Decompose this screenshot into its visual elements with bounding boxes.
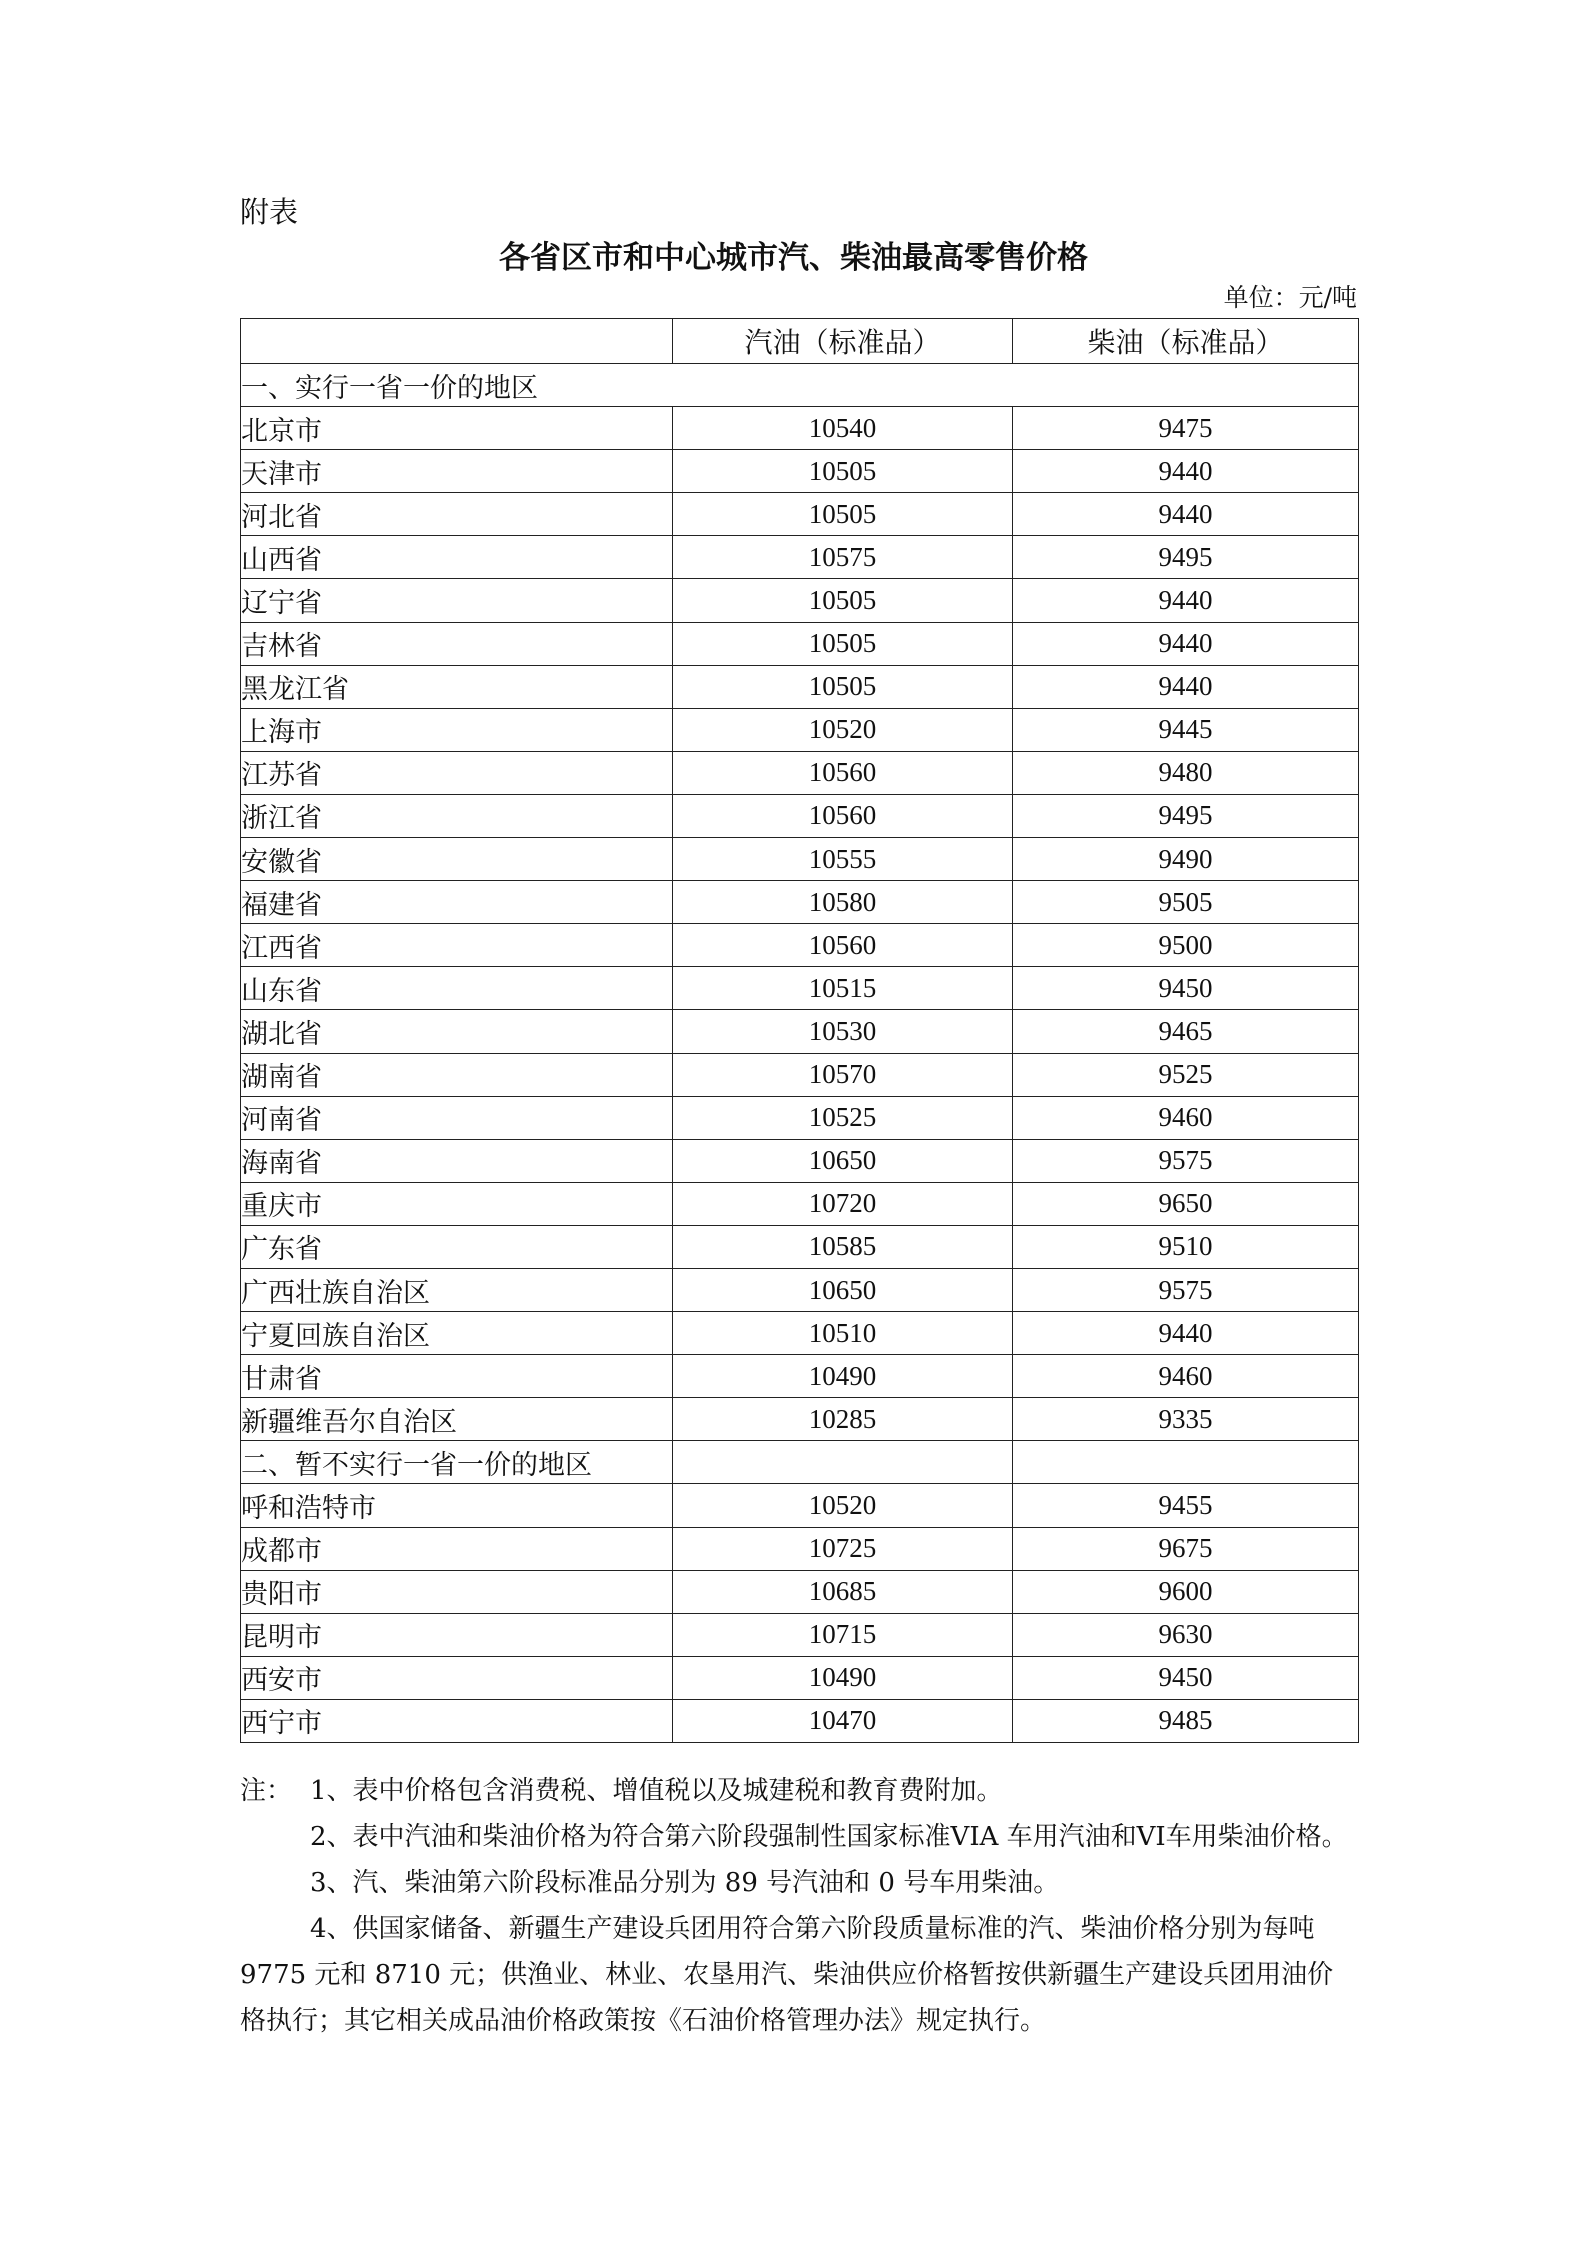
table-row xyxy=(241,924,1359,967)
gasoline-cell: 10525 xyxy=(673,1096,1013,1139)
region-cell: 安徽省 xyxy=(241,838,673,881)
table-row xyxy=(241,1355,1359,1398)
note-2: 2、表中汽油和柴油价格为符合第六阶段强制性国家标准VIA 车用汽油和VI车用柴油价格。 xyxy=(310,1822,1348,1852)
diesel-cell: 9455 xyxy=(1013,1484,1359,1527)
region-cell: 呼和浩特市 xyxy=(241,1484,673,1527)
header-diesel: 柴油（标准品） xyxy=(1013,319,1359,364)
diesel-cell: 9525 xyxy=(1013,1053,1359,1096)
table-body xyxy=(241,364,1359,1743)
gasoline-cell: 10725 xyxy=(673,1527,1013,1570)
region-cell: 浙江省 xyxy=(241,794,673,837)
gasoline-cell: 10650 xyxy=(673,1268,1013,1311)
gasoline-cell: 10505 xyxy=(673,622,1013,665)
gasoline-cell: 10520 xyxy=(673,1484,1013,1527)
price-table xyxy=(240,318,1359,1743)
table-row xyxy=(241,493,1359,536)
gasoline-cell: 10505 xyxy=(673,665,1013,708)
diesel-cell: 9440 xyxy=(1013,665,1359,708)
diesel-cell: 9440 xyxy=(1013,1312,1359,1355)
header-region xyxy=(241,319,673,364)
table-row xyxy=(241,1484,1359,1527)
gasoline-cell: 10650 xyxy=(673,1139,1013,1182)
table-row xyxy=(241,536,1359,579)
gasoline-cell: 10520 xyxy=(673,708,1013,751)
table-row xyxy=(241,622,1359,665)
notes-label: 注： xyxy=(240,1776,293,1806)
section-row xyxy=(241,1441,1359,1484)
diesel-cell: 9440 xyxy=(1013,622,1359,665)
diesel-cell: 9495 xyxy=(1013,794,1359,837)
table-row xyxy=(241,665,1359,708)
diesel-cell: 9490 xyxy=(1013,838,1359,881)
region-cell: 新疆维吾尔自治区 xyxy=(241,1398,673,1441)
gasoline-cell: 10580 xyxy=(673,881,1013,924)
table-row xyxy=(241,1096,1359,1139)
region-cell: 贵阳市 xyxy=(241,1570,673,1613)
gasoline-cell: 10505 xyxy=(673,493,1013,536)
diesel-cell: 9500 xyxy=(1013,924,1359,967)
diesel-cell: 9495 xyxy=(1013,536,1359,579)
table-row xyxy=(241,1139,1359,1182)
diesel-cell: 9505 xyxy=(1013,881,1359,924)
diesel-cell: 9450 xyxy=(1013,967,1359,1010)
diesel-cell: 9460 xyxy=(1013,1096,1359,1139)
region-cell: 湖南省 xyxy=(241,1053,673,1096)
region-cell: 福建省 xyxy=(241,881,673,924)
empty-cell xyxy=(1013,1441,1359,1484)
region-cell: 甘肃省 xyxy=(241,1355,673,1398)
table-row xyxy=(241,881,1359,924)
region-cell: 昆明市 xyxy=(241,1613,673,1656)
diesel-cell: 9450 xyxy=(1013,1656,1359,1699)
unit-label: 单位：元/吨 xyxy=(1223,283,1357,312)
region-cell: 广西壮族自治区 xyxy=(241,1268,673,1311)
region-cell: 辽宁省 xyxy=(241,579,673,622)
region-cell: 吉林省 xyxy=(241,622,673,665)
region-cell: 江苏省 xyxy=(241,751,673,794)
empty-cell xyxy=(673,1441,1013,1484)
diesel-cell: 9575 xyxy=(1013,1139,1359,1182)
gasoline-cell: 10470 xyxy=(673,1699,1013,1742)
diesel-cell: 9630 xyxy=(1013,1613,1359,1656)
region-cell: 河北省 xyxy=(241,493,673,536)
region-cell: 山东省 xyxy=(241,967,673,1010)
gasoline-cell: 10490 xyxy=(673,1355,1013,1398)
table-row xyxy=(241,1570,1359,1613)
gasoline-cell: 10575 xyxy=(673,536,1013,579)
table-row xyxy=(241,1010,1359,1053)
gasoline-cell: 10490 xyxy=(673,1656,1013,1699)
region-cell: 西宁市 xyxy=(241,1699,673,1742)
table-row xyxy=(241,751,1359,794)
gasoline-cell: 10570 xyxy=(673,1053,1013,1096)
diesel-cell: 9480 xyxy=(1013,751,1359,794)
table-row xyxy=(241,579,1359,622)
diesel-cell: 9440 xyxy=(1013,579,1359,622)
diesel-cell: 9575 xyxy=(1013,1268,1359,1311)
diesel-cell: 9675 xyxy=(1013,1527,1359,1570)
note-text: 1、表中价格包含消费税、增值税以及城建税和教育费附加。 xyxy=(310,1776,1003,1806)
table-row xyxy=(241,1225,1359,1268)
section-row xyxy=(241,364,1359,407)
region-cell: 湖北省 xyxy=(241,1010,673,1053)
gasoline-cell: 10540 xyxy=(673,407,1013,450)
gasoline-cell: 10515 xyxy=(673,967,1013,1010)
gasoline-cell: 10685 xyxy=(673,1570,1013,1613)
page-title: 各省区市和中心城市汽、柴油最高零售价格 xyxy=(499,240,1088,276)
diesel-cell: 9600 xyxy=(1013,1570,1359,1613)
table-row xyxy=(241,708,1359,751)
diesel-cell: 9445 xyxy=(1013,708,1359,751)
table-row xyxy=(241,794,1359,837)
note-4: 4、供国家储备、新疆生产建设兵团用符合第六阶段质量标准的汽、柴油价格分别为每吨 9775 元和 8710 元；供渔业、林业、农垦用汽、柴油供应价格暂按供新疆生产建设兵团用油价格执行；其它相关成品油价格政策按《石油价格管理办法》规定执行。 xyxy=(240,1914,1334,2036)
table-row xyxy=(241,967,1359,1010)
gasoline-cell: 10555 xyxy=(673,838,1013,881)
region-cell: 江西省 xyxy=(241,924,673,967)
table-row xyxy=(241,1699,1359,1742)
section-label: 二、暂不实行一省一价的地区 xyxy=(241,1441,673,1484)
table-row xyxy=(241,1398,1359,1441)
region-cell: 天津市 xyxy=(241,450,673,493)
gasoline-cell: 10720 xyxy=(673,1182,1013,1225)
table-row xyxy=(241,450,1359,493)
section-label: 一、实行一省一价的地区 xyxy=(241,364,1359,407)
table-row xyxy=(241,1527,1359,1570)
diesel-cell: 9650 xyxy=(1013,1182,1359,1225)
table-row xyxy=(241,838,1359,881)
table-row xyxy=(241,1182,1359,1225)
diesel-cell: 9460 xyxy=(1013,1355,1359,1398)
table-row xyxy=(241,1613,1359,1656)
region-cell: 重庆市 xyxy=(241,1182,673,1225)
diesel-cell: 9510 xyxy=(1013,1225,1359,1268)
gasoline-cell: 10560 xyxy=(673,924,1013,967)
table-row xyxy=(241,1656,1359,1699)
header-gasoline: 汽油（标准品） xyxy=(673,319,1013,364)
gasoline-cell: 10585 xyxy=(673,1225,1013,1268)
diesel-cell: 9440 xyxy=(1013,450,1359,493)
region-cell: 广东省 xyxy=(241,1225,673,1268)
appendix-label: 附表 xyxy=(240,195,299,229)
gasoline-cell: 10560 xyxy=(673,794,1013,837)
region-cell: 北京市 xyxy=(241,407,673,450)
region-cell: 黑龙江省 xyxy=(241,665,673,708)
table-row xyxy=(241,1053,1359,1096)
gasoline-cell: 10510 xyxy=(673,1312,1013,1355)
gasoline-cell: 10505 xyxy=(673,450,1013,493)
diesel-cell: 9440 xyxy=(1013,493,1359,536)
diesel-cell: 9475 xyxy=(1013,407,1359,450)
region-cell: 海南省 xyxy=(241,1139,673,1182)
region-cell: 河南省 xyxy=(241,1096,673,1139)
notes xyxy=(240,1768,1358,2044)
region-cell: 西安市 xyxy=(241,1656,673,1699)
region-cell: 上海市 xyxy=(241,708,673,751)
table-row xyxy=(241,1268,1359,1311)
table-row xyxy=(241,407,1359,450)
gasoline-cell: 10505 xyxy=(673,579,1013,622)
gasoline-cell: 10285 xyxy=(673,1398,1013,1441)
diesel-cell: 9465 xyxy=(1013,1010,1359,1053)
region-cell: 山西省 xyxy=(241,536,673,579)
gasoline-cell: 10715 xyxy=(673,1613,1013,1656)
table-row xyxy=(241,1312,1359,1355)
table-header-row xyxy=(241,319,1359,364)
gasoline-cell: 10530 xyxy=(673,1010,1013,1053)
note-3: 3、汽、柴油第六阶段标准品分别为 89 号汽油和 0 号车用柴油。 xyxy=(310,1868,1060,1898)
gasoline-cell: 10560 xyxy=(673,751,1013,794)
note-1 xyxy=(240,1768,1358,1814)
region-cell: 宁夏回族自治区 xyxy=(241,1312,673,1355)
region-cell: 成都市 xyxy=(241,1527,673,1570)
diesel-cell: 9335 xyxy=(1013,1398,1359,1441)
diesel-cell: 9485 xyxy=(1013,1699,1359,1742)
